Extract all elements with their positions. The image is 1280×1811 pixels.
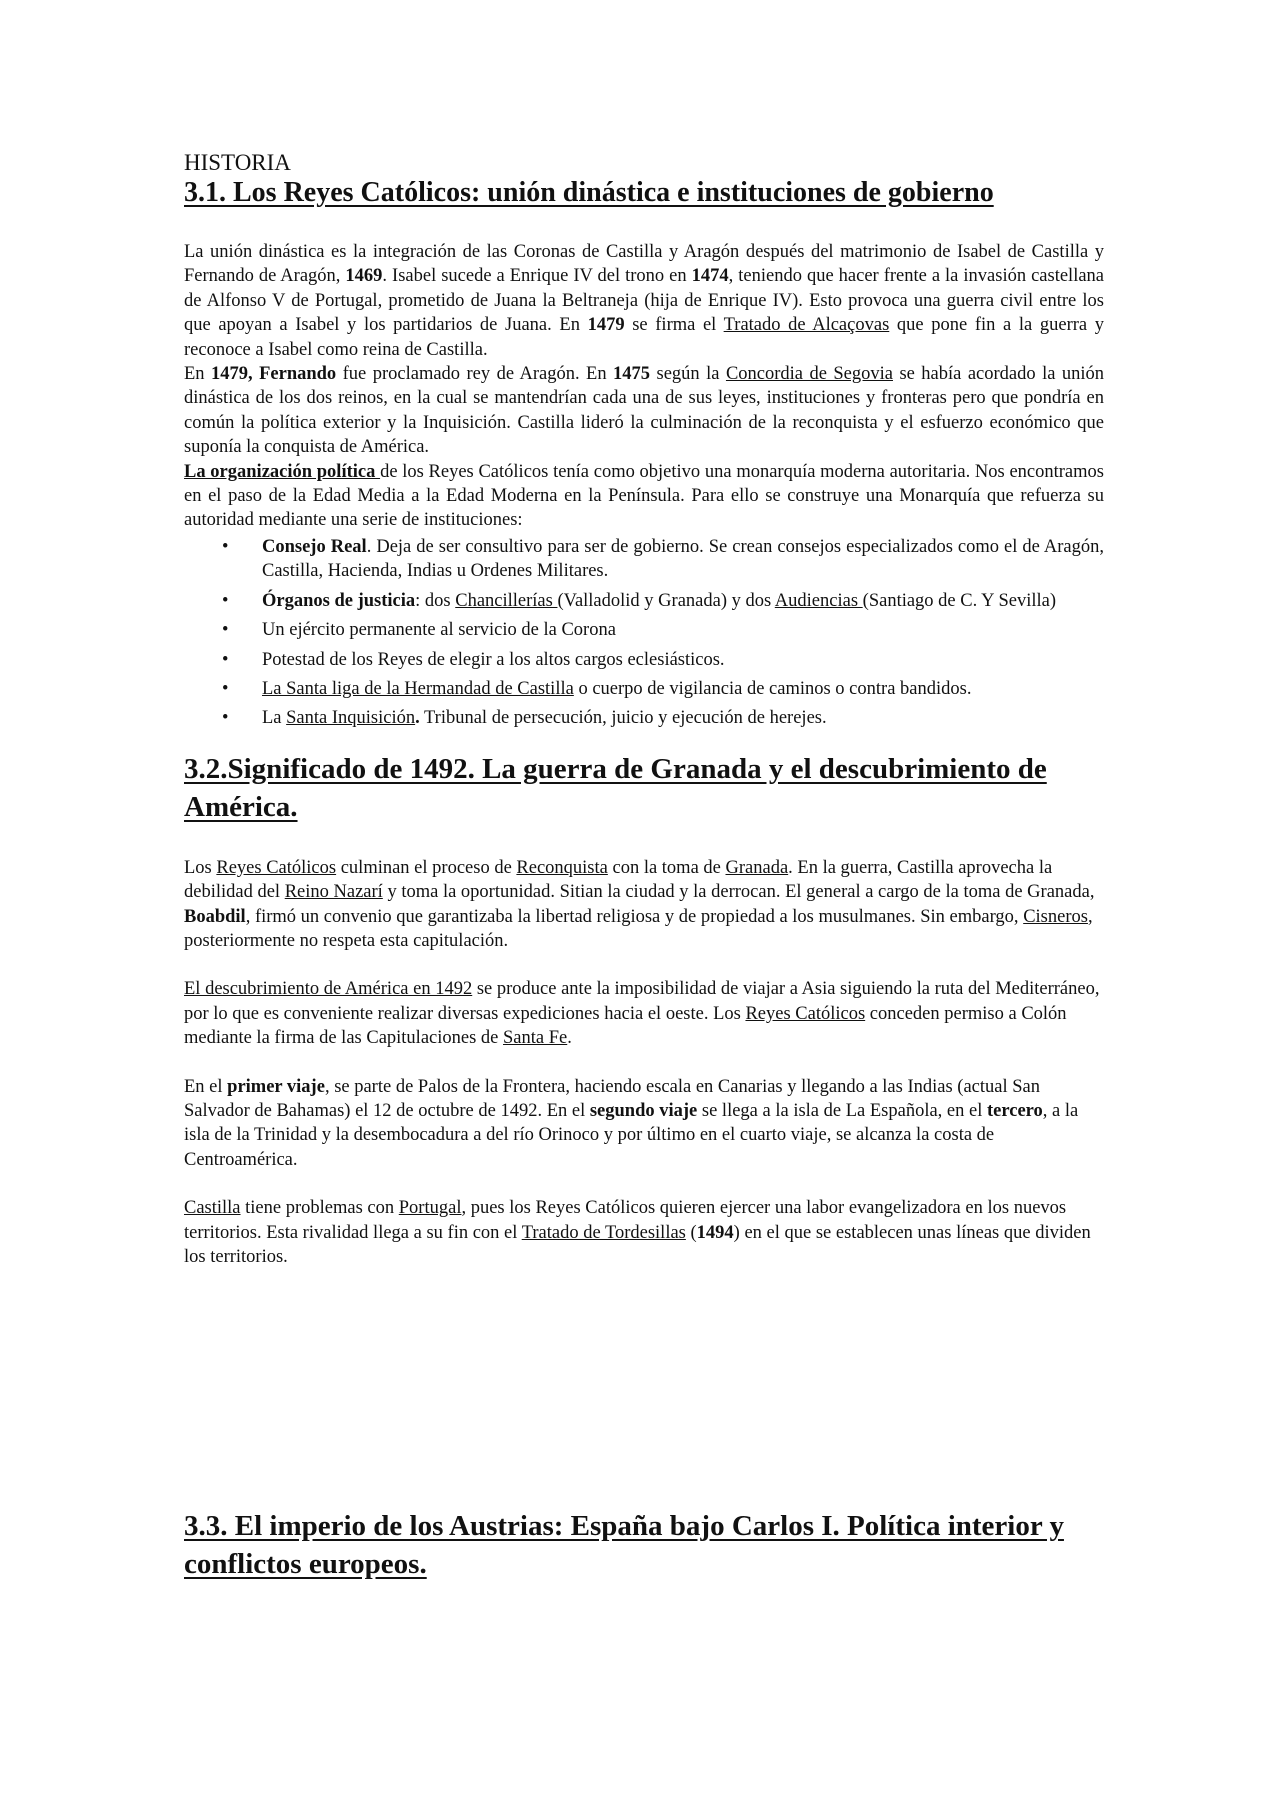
bullet-icon: • bbox=[222, 708, 229, 729]
bullet-icon: • bbox=[222, 620, 229, 641]
section-1-paragraph-1: La unión dinástica es la integración de las Coronas de Castilla y Aragón después del matrimonio de Isabel de Castilla y Fernando de Aragón, 1469. Isabel sucede a Enrique IV del trono en 1474, teniendo que hacer frente a la invasión castellana de Alfonso V de Portugal, prometido de Juana la Beltraneja (hija de Enrique IV). Esto provoca una guerra civil entre los que apoyan a Isabel y los partidarios de Juana. En 1479 se firma el Tratado de Alcaçovas que pone fin a la guerra y reconoce a Isabel como reina de Castilla. bbox=[184, 242, 1105, 360]
section-1-title: 3.1. Los Reyes Católicos: unión dinástica e instituciones de gobierno bbox=[184, 177, 994, 208]
link-santa-liga-hermandad[interactable]: La Santa liga de la Hermandad de Castilla bbox=[262, 678, 574, 699]
section-2-paragraph-1: Los Reyes Católicos culminan el proceso de Reconquista con la toma de Granada. En la guerra, Castilla aprovecha la debilidad del Reino Nazarí y toma la oportunidad. Sitian la ciudad y la derrocan. El general a cargo de la toma de Granada, Boabdil, firmó un convenio que garantizaba la libertad religiosa y de propiedad a los musulmanes. Sin embargo, Cisneros, posteriormente no respeta esta capitulación. bbox=[184, 857, 1095, 951]
list-item: • Órganos de justicia: dos Chancillerías (Valladolid y Granada) y dos Audiencias (Santiago de C. Y Sevilla) bbox=[184, 589, 1104, 613]
section-1-paragraph-3: La organización política de los Reyes Católicos tenía como objetivo una monarquía moderna autoritaria. Nos encontramos en el paso de la Edad Media a la Edad Moderna en la Península. Para ello se construye una Monarquía que refuerza su autoridad mediante una serie de instituciones: bbox=[184, 461, 1104, 531]
link-granada[interactable]: Granada bbox=[725, 857, 789, 878]
bullet-icon: • bbox=[222, 649, 229, 670]
list-item: • Potestad de los Reyes de elegir a los altos cargos eclesiásticos. bbox=[184, 648, 1104, 672]
link-santa-fe[interactable]: Santa Fe bbox=[503, 1028, 568, 1049]
document-page bbox=[184, 150, 1104, 1583]
bullet-icon: • bbox=[222, 590, 229, 611]
subject-label: HISTORIA bbox=[184, 150, 291, 175]
list-item: • Consejo Real. Deja de ser consultivo para ser de gobierno. Se crean consejos especializados como el de Aragón, Castilla, Hacienda, Indias u Ordenes Militares. bbox=[222, 536, 1104, 582]
section-1-paragraph-2: En 1479, Fernando fue proclamado rey de Aragón. En 1475 según la Concordia de Segovia se había acordado la unión dinástica de los dos reinos, en la cual se mantendrían cada una de sus leyes, instituciones y fronteras pero que pondría en común la política exterior y la Inquisición. Castilla lideró la culminación de la reconquista y el esfuerzo económico que suponía la conquista de América. bbox=[184, 364, 1105, 458]
institutions-list bbox=[184, 535, 1104, 731]
link-chancillerias[interactable]: Chancillerías bbox=[455, 590, 558, 611]
link-tratado-tordesillas[interactable]: Tratado de Tordesillas bbox=[521, 1222, 686, 1243]
link-reino-nazari[interactable]: Reino Nazarí bbox=[284, 882, 383, 903]
section-2-paragraph-2: El descubrimiento de América en 1492 se produce ante la imposibilidad de viajar a Asia siguiendo la ruta del Mediterráneo, por lo que es conveniente realizar diversas expediciones hacia el oeste. Los Reyes Católicos conceden permiso a Colón mediante la firma de las Capitulaciones de Santa Fe. bbox=[184, 979, 1100, 1049]
section-2-paragraph-3: En el primer viaje, se parte de Palos de la Frontera, haciendo escala en Canarias y llegando a las Indias (actual San Salvador de Bahamas) el 12 de octubre de 1492. En el segundo viaje se llega a la isla de La Española, en el tercero, a la isla de la Trinidad y la desembocadura a del río Orinoco y por último en el cuarto viaje, se alcanza la costa de Centroamérica. bbox=[184, 1076, 1079, 1170]
link-reyes-catolicos[interactable]: Reyes Católicos bbox=[216, 857, 337, 878]
link-santa-inquisicion[interactable]: Santa Inquisición bbox=[286, 708, 416, 729]
list-item: • La Santa liga de la Hermandad de Castilla o cuerpo de vigilancia de caminos o contra bandidos. bbox=[184, 677, 1104, 701]
list-item: • Un ejército permanente al servicio de la Corona bbox=[184, 618, 1104, 642]
link-organizacion-politica[interactable]: La organización política bbox=[184, 461, 381, 482]
link-tratado-alcacovas[interactable]: Tratado de Alcaçovas bbox=[723, 315, 890, 336]
link-descubrimiento-america[interactable]: El descubrimiento de América en 1492 bbox=[184, 979, 473, 1000]
bullet-icon: • bbox=[222, 536, 229, 557]
list-item: • La Santa Inquisición. Tribunal de persecución, juicio y ejecución de herejes. bbox=[184, 706, 1104, 730]
link-audiencias[interactable]: Audiencias bbox=[774, 590, 863, 611]
bullet-icon: • bbox=[222, 678, 229, 699]
link-reyes-catolicos-2[interactable]: Reyes Católicos bbox=[745, 1003, 866, 1024]
link-cisneros[interactable]: Cisneros bbox=[1023, 906, 1088, 927]
section-3-title: 3.3. El imperio de los Austrias: España bajo Carlos I. Política interior y conflictos europeos. bbox=[184, 1510, 1064, 1581]
link-concordia-segovia[interactable]: Concordia de Segovia bbox=[725, 364, 893, 385]
link-castilla[interactable]: Castilla bbox=[184, 1198, 241, 1219]
section-2-paragraph-4: Castilla tiene problemas con Portugal, pues los Reyes Católicos quieren ejercer una labor evangelizadora en los nuevos territorios. Esta rivalidad llega a su fin con el Tratado de Tordesillas (1494) en el que se establecen unas líneas que dividen los territorios. bbox=[184, 1198, 1091, 1267]
section-2-title: 3.2.Significado de 1492. La guerra de Granada y el descubrimiento de América. bbox=[184, 752, 1047, 823]
link-reconquista[interactable]: Reconquista bbox=[516, 857, 608, 878]
link-portugal[interactable]: Portugal bbox=[398, 1198, 462, 1219]
